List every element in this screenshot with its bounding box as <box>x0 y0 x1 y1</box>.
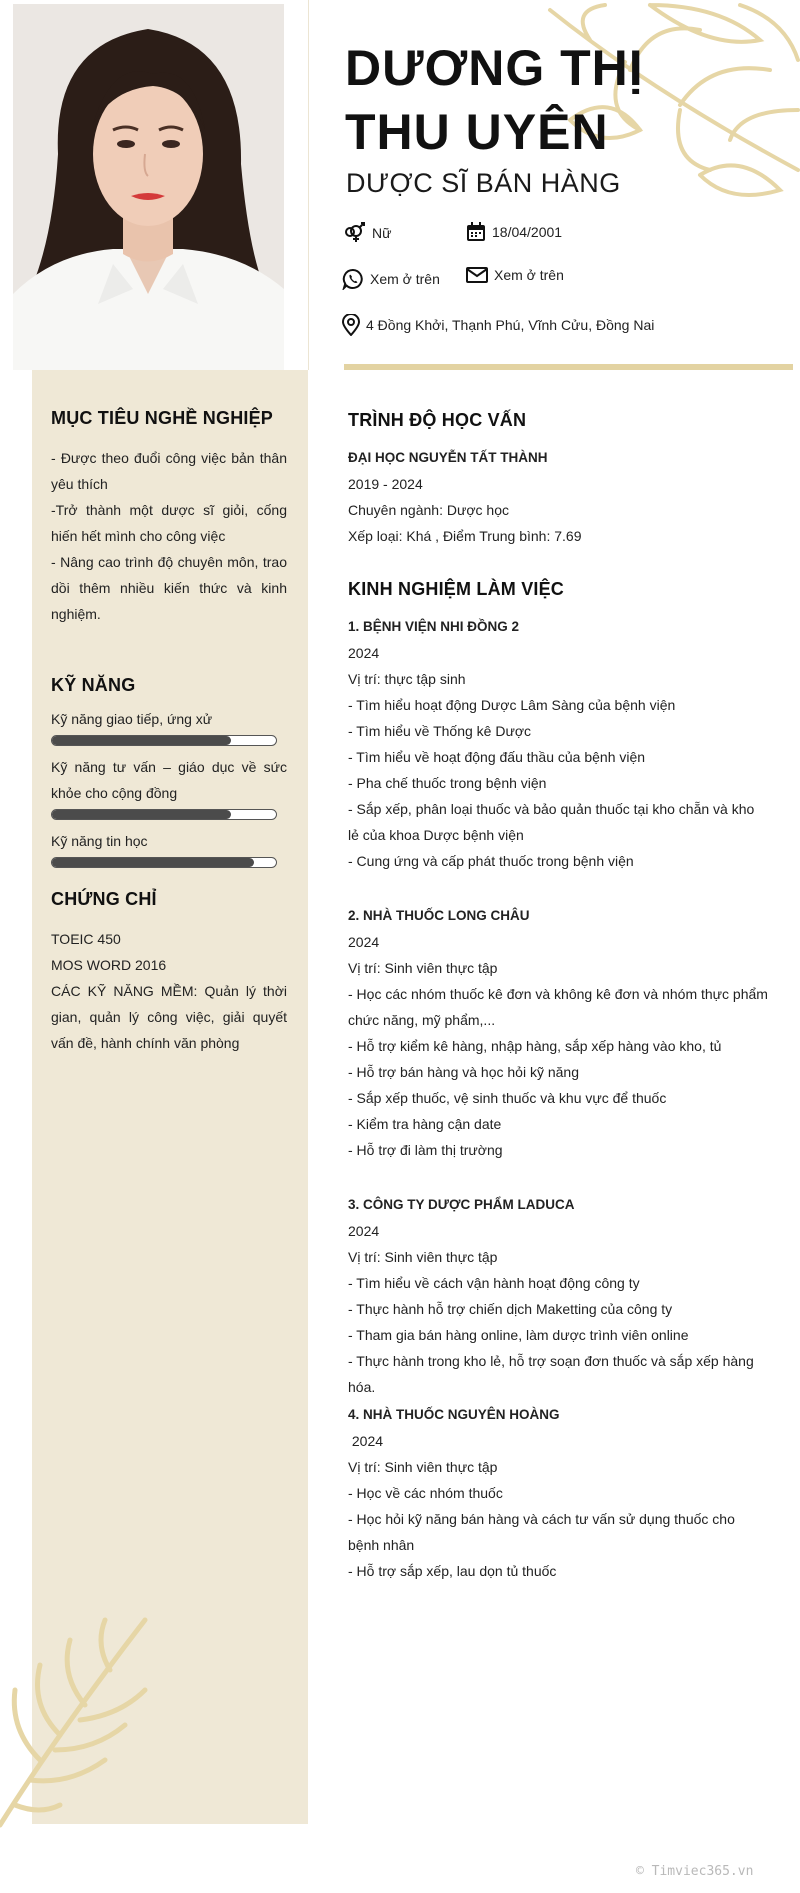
job-position: Vị trí: Sinh viên thực tập <box>348 960 498 976</box>
job-position: Vị trí: Sinh viên thực tập <box>348 1249 498 1265</box>
job-year: 2024 <box>348 645 380 661</box>
sidebar-divider <box>308 0 309 370</box>
objective-line: - Nâng cao trình độ chuyên môn, trao dồi thêm nhiều kiến thức và kinh nghiệm. <box>51 554 287 622</box>
job-task: - Tìm hiểu về hoạt động đấu thầu của bệnh viện <box>348 749 646 765</box>
job-company: 3. CÔNG TY DƯỢC PHẨM LADUCA <box>348 1197 575 1212</box>
certificates-title: CHỨNG CHỈ <box>51 889 157 909</box>
job-position: Vị trí: Sinh viên thực tập <box>348 1459 498 1475</box>
skill-bar <box>51 809 277 820</box>
job-task: - Hỗ trợ sắp xếp, lau dọn tủ thuốc <box>348 1563 557 1579</box>
education-title: TRÌNH ĐỘ HỌC VẤN <box>348 410 527 430</box>
job-task: - Học hỏi kỹ năng bán hàng và cách tư vấn sử dụng thuốc cho bệnh nhân <box>348 1511 735 1553</box>
birthday-value: 18/04/2001 <box>492 224 563 240</box>
phone-value[interactable]: Xem ở trên <box>370 271 440 287</box>
skill-bar-fill <box>52 858 254 867</box>
job-task: - Cung ứng và cấp phát thuốc trong bệnh viện <box>348 853 634 869</box>
job-task: - Hỗ trợ kiểm kê hàng, nhập hàng, sắp xếp hàng vào kho, tủ <box>348 1038 722 1054</box>
job-company: 4. NHÀ THUỐC NGUYÊN HOÀNG <box>348 1407 560 1422</box>
job-task: - Sắp xếp thuốc, vệ sinh thuốc và khu vực để thuốc <box>348 1090 667 1106</box>
job-company: 1. BỆNH VIỆN NHI ĐỒNG 2 <box>348 619 520 634</box>
certificates-section <box>51 886 287 1056</box>
education-grade: Xếp loại: Khá , Điểm Trung bình: 7.69 <box>348 528 582 544</box>
skill-bar-fill <box>52 736 231 745</box>
job-task: - Học về các nhóm thuốc <box>348 1485 503 1501</box>
job-task: - Thực hành trong kho lẻ, hỗ trợ soạn đơn thuốc và sắp xếp hàng hóa. <box>348 1353 754 1395</box>
job-task: - Hỗ trợ bán hàng và học hỏi kỹ năng <box>348 1064 579 1080</box>
objective-title: MỤC TIÊU NGHỀ NGHIỆP <box>51 408 274 428</box>
leaf-decoration-icon <box>0 1610 160 1830</box>
address-value: 4 Đồng Khởi, Thạnh Phú, Vĩnh Cửu, Đồng Nai <box>366 317 655 333</box>
job-year: 2024 <box>348 934 380 950</box>
job-task: - Thực hành hỗ trợ chiến dịch Maketting của công ty <box>348 1301 673 1317</box>
skill-bar <box>51 857 277 868</box>
skills-section <box>51 672 287 876</box>
job-task: - Tham gia bán hàng online, làm dược trình viên online <box>348 1327 689 1343</box>
job-task: - Học các nhóm thuốc kê đơn và không kê đơn và nhóm thực phẩm chức năng, mỹ phẩm,... <box>348 986 768 1028</box>
profile-photo <box>13 4 284 370</box>
education-section <box>348 407 768 549</box>
job-task: - Tìm hiểu về cách vận hành hoạt động công ty <box>348 1275 640 1291</box>
job-position: Vị trí: thực tập sinh <box>348 671 466 687</box>
job-task: - Pha chế thuốc trong bệnh viện <box>348 775 547 791</box>
job-year: 2024 <box>348 1433 384 1449</box>
mail-icon <box>466 266 488 284</box>
contact-phone <box>342 268 440 290</box>
contact-address <box>342 314 654 336</box>
job-title: DƯỢC SĨ BÁN HÀNG <box>346 168 621 198</box>
experience-section <box>348 576 768 1584</box>
skill-bar-fill <box>52 810 231 819</box>
education-years: 2019 - 2024 <box>348 476 423 492</box>
location-pin-icon <box>342 314 360 336</box>
certificate-line: TOEIC 450 <box>51 931 121 947</box>
contact-gender <box>344 222 391 244</box>
education-major: Chuyên ngành: Dược học <box>348 502 509 518</box>
calendar-icon <box>466 222 486 242</box>
certificate-line: MOS WORD 2016 <box>51 957 167 973</box>
objective-line: -Trở thành một dược sĩ giỏi, cống hiến hết mình cho công việc <box>51 502 287 544</box>
certificate-line: CÁC KỸ NĂNG MỀM: Quản lý thời gian, quản lý công việc, giải quyết vấn đề, hành chính văn phòng <box>51 983 287 1051</box>
name-line-1: DƯƠNG THỊ <box>345 40 644 96</box>
experience-job <box>348 1192 768 1400</box>
school-name: ĐẠI HỌC NGUYỄN TẤT THÀNH <box>348 450 548 465</box>
watermark: © Timviec365.vn <box>636 1864 754 1879</box>
whatsapp-icon <box>342 268 364 290</box>
contact-email <box>466 266 564 284</box>
email-value[interactable]: Xem ở trên <box>494 267 564 283</box>
job-year: 2024 <box>348 1223 380 1239</box>
name-line-2: THU UYÊN <box>345 104 609 160</box>
candidate-name <box>345 36 644 164</box>
gender-value: Nữ <box>372 225 392 241</box>
objective-section <box>51 405 287 627</box>
gender-icon <box>344 222 366 244</box>
experience-job <box>348 1402 768 1584</box>
job-task: - Kiểm tra hàng cận date <box>348 1116 502 1132</box>
experience-job <box>348 614 768 874</box>
skill-label: Kỹ năng tin học <box>51 833 148 849</box>
job-company: 2. NHÀ THUỐC LONG CHÂU <box>348 908 530 923</box>
experience-title: KINH NGHIỆM LÀM VIỆC <box>348 579 565 599</box>
job-task: - Tìm hiểu hoạt động Dược Lâm Sàng của bệnh viện <box>348 697 676 713</box>
header-divider <box>344 364 793 370</box>
skill-bar <box>51 735 277 746</box>
experience-job <box>348 903 768 1163</box>
skills-title: KỸ NĂNG <box>51 675 136 695</box>
objective-line: - Được theo đuổi công việc bản thân yêu thích <box>51 450 287 492</box>
contact-birthday <box>466 222 562 242</box>
job-task: - Hỗ trợ đi làm thị trường <box>348 1142 503 1158</box>
skill-label: Kỹ năng giao tiếp, ứng xử <box>51 711 213 727</box>
skill-label: Kỹ năng tư vấn – giáo dục về sức khỏe cho cộng đồng <box>51 759 287 801</box>
job-task: - Sắp xếp, phân loại thuốc và bảo quản thuốc tại kho chẵn và kho lẻ của khoa Dược bệnh viện <box>348 801 755 843</box>
job-task: - Tìm hiểu về Thống kê Dược <box>348 723 531 739</box>
